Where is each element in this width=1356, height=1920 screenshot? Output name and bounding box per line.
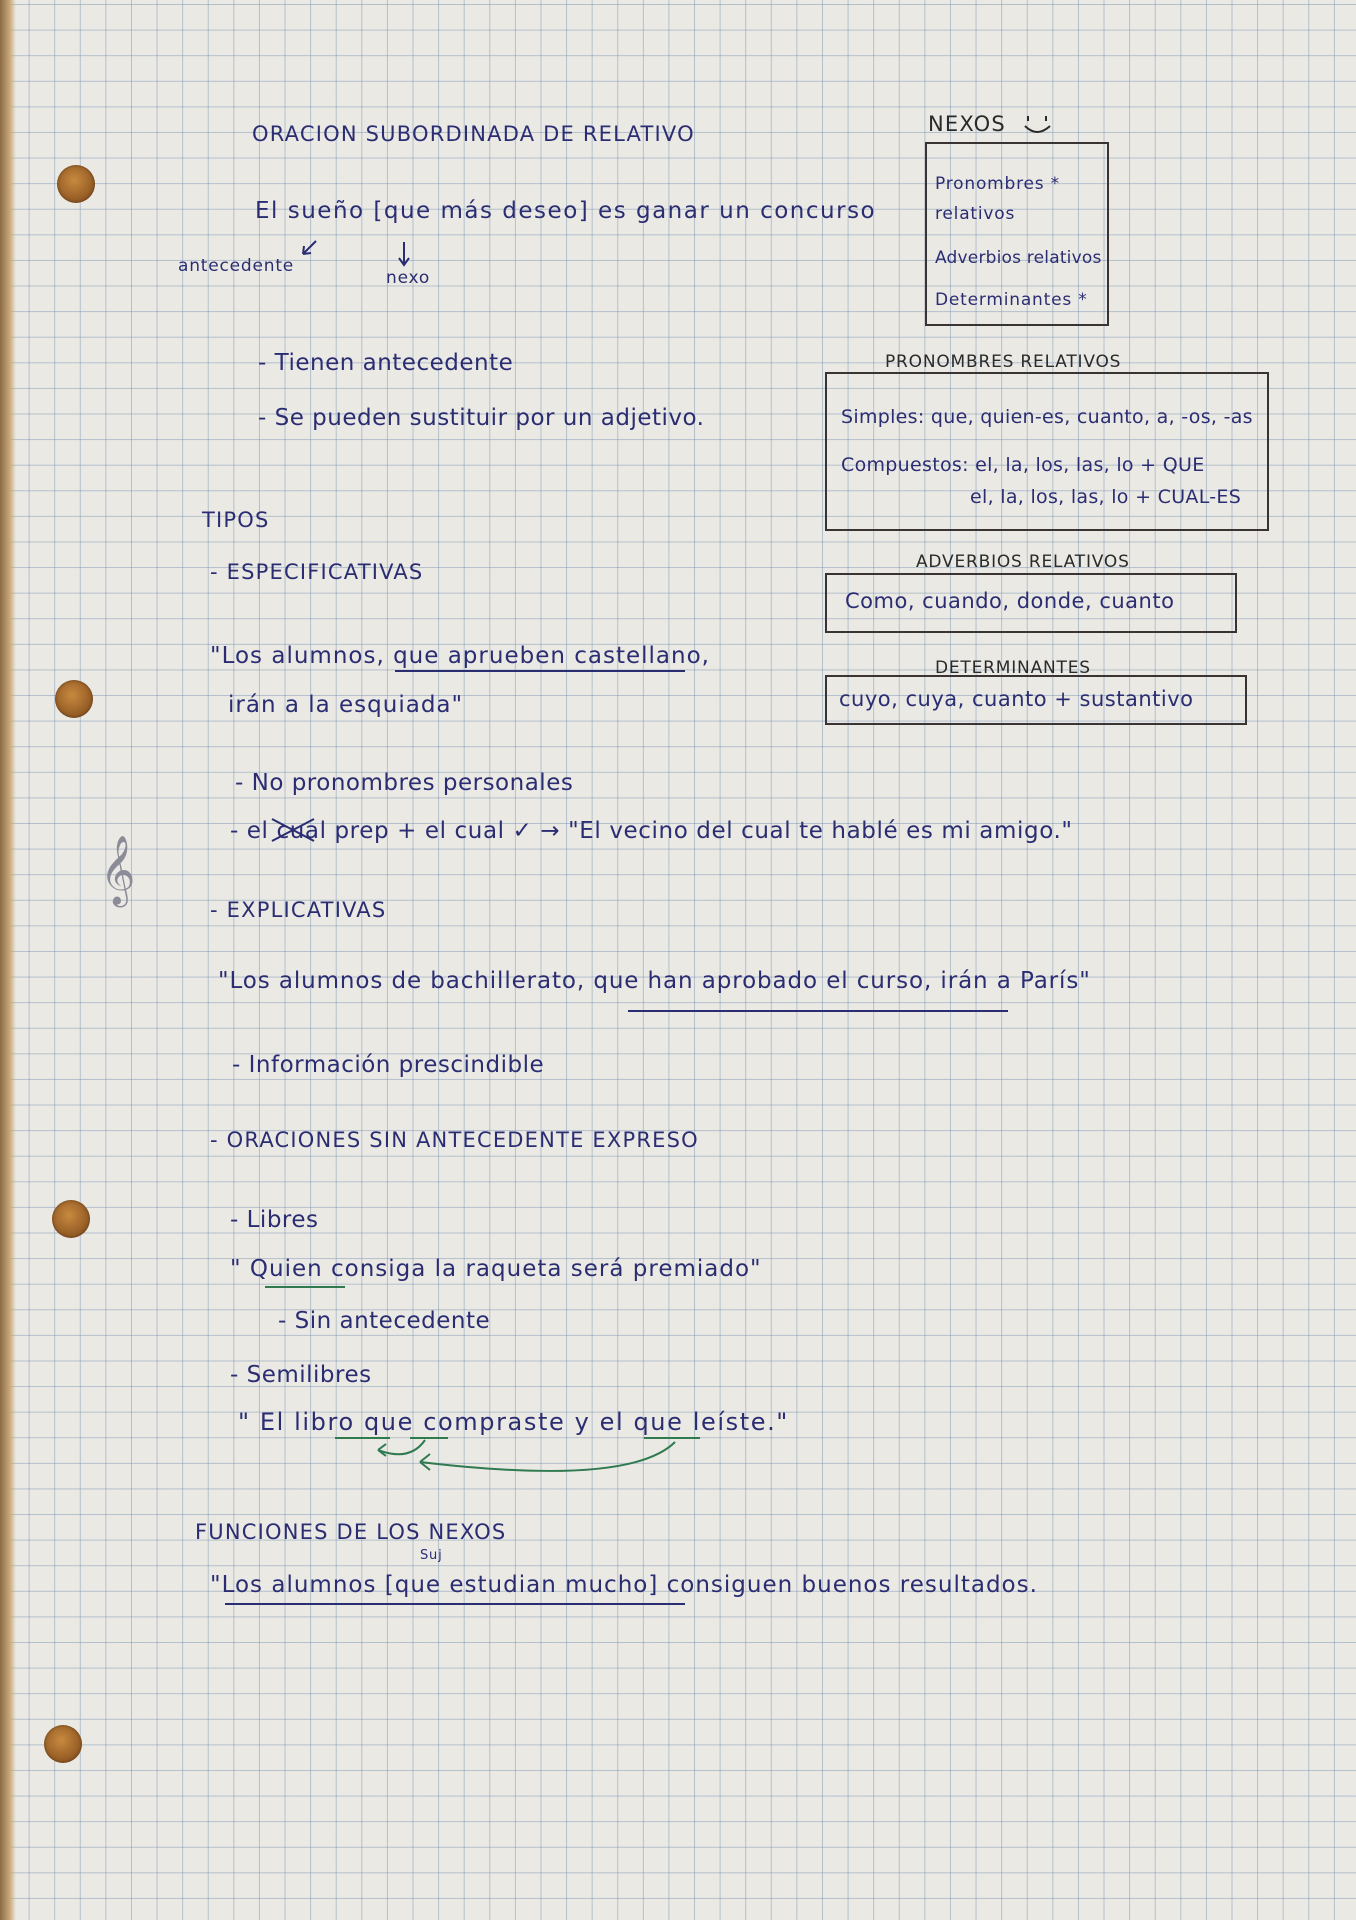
nexos-heading: NEXOS	[928, 112, 1006, 136]
notebook-page-edge	[0, 0, 16, 1920]
underline-mark	[265, 1286, 345, 1288]
punch-hole	[52, 1200, 90, 1238]
libres-heading: - Libres	[230, 1207, 319, 1233]
label-antecedente: antecedente	[178, 256, 295, 276]
heading-explicativas: - EXPLICATIVAS	[210, 898, 387, 922]
especificativas-example: irán a la esquiada"	[228, 692, 464, 718]
especificativas-example: "Los alumnos, que aprueben castellano,	[210, 643, 710, 669]
pronombres-compuestos: Compuestos: el, la, los, las, lo + QUE	[841, 454, 1205, 476]
explicativas-note: - Información prescindible	[232, 1052, 545, 1078]
punch-hole	[44, 1725, 82, 1763]
explicativas-example: "Los alumnos de bachillerato, que han aprobado el curso, irán a París"	[218, 968, 1091, 994]
pronombres-heading: PRONOMBRES RELATIVOS	[885, 352, 1122, 372]
adverbios-content: Como, cuando, donde, cuanto	[845, 589, 1175, 613]
pronombres-compuestos: el, la, los, las, lo + CUAL-ES	[970, 486, 1242, 508]
section-funciones: FUNCIONES DE LOS NEXOS	[195, 1520, 507, 1544]
main-example-sentence: El sueño [que más deseo] es ganar un concurso	[255, 198, 877, 224]
nexos-item: Determinantes *	[935, 290, 1088, 310]
nexos-item: relativos	[935, 204, 1016, 224]
determinantes-box	[825, 675, 1247, 725]
label-nexo: nexo	[386, 268, 431, 288]
underline-mark	[395, 670, 685, 672]
punch-hole	[57, 165, 95, 203]
underline-mark	[225, 1603, 685, 1605]
feature-item: - Se pueden sustituir por un adjetivo.	[258, 405, 705, 431]
nexos-item: Pronombres *	[935, 174, 1060, 194]
determinantes-content: cuyo, cuya, cuanto + sustantivo	[839, 687, 1194, 711]
page-title: ORACION SUBORDINADA DE RELATIVO	[252, 122, 695, 146]
especificativas-note: - No pronombres personales	[235, 770, 574, 796]
pronombres-simples: Simples: que, quien-es, cuanto, a, -os, -as	[841, 406, 1253, 428]
semilibres-heading: - Semilibres	[230, 1362, 372, 1388]
section-tipos: TIPOS	[202, 508, 270, 532]
treble-clef-doodle: 𝄞	[100, 835, 136, 905]
determinantes-heading: DETERMINANTES	[935, 658, 1091, 678]
cross-out-mark	[268, 815, 318, 845]
adverbios-box	[825, 573, 1237, 633]
adverbios-heading: ADVERBIOS RELATIVOS	[916, 552, 1130, 572]
arrow-icon	[298, 238, 320, 260]
down-arrow-icon	[396, 240, 412, 268]
especificativas-note: - el cual prep + el cual ✓ → "El vecino del cual te hablé es mi amigo."	[230, 818, 1073, 844]
sujeto-mark: Suj	[420, 1548, 443, 1563]
semilibres-example: " El libro que compraste y el que leíste."	[238, 1408, 789, 1436]
libres-example: " Quien consiga la raqueta será premiado"	[230, 1256, 762, 1282]
libres-note: - Sin antecedente	[278, 1308, 491, 1334]
underline-mark	[628, 1010, 1008, 1012]
pronombres-box	[825, 372, 1269, 531]
heading-especificativas: - ESPECIFICATIVAS	[210, 560, 424, 584]
nexos-item: Adverbios relativos	[935, 248, 1102, 268]
funciones-example: "Los alumnos [que estudian mucho] consiguen buenos resultados.	[210, 1572, 1038, 1598]
heading-sin-antecedente: - ORACIONES SIN ANTECEDENTE EXPRESO	[210, 1128, 699, 1152]
punch-hole	[55, 680, 93, 718]
feature-item: - Tienen antecedente	[258, 350, 514, 376]
nexos-box	[925, 142, 1109, 326]
smiley-icon	[1022, 112, 1056, 138]
reference-arrows	[330, 1432, 730, 1492]
